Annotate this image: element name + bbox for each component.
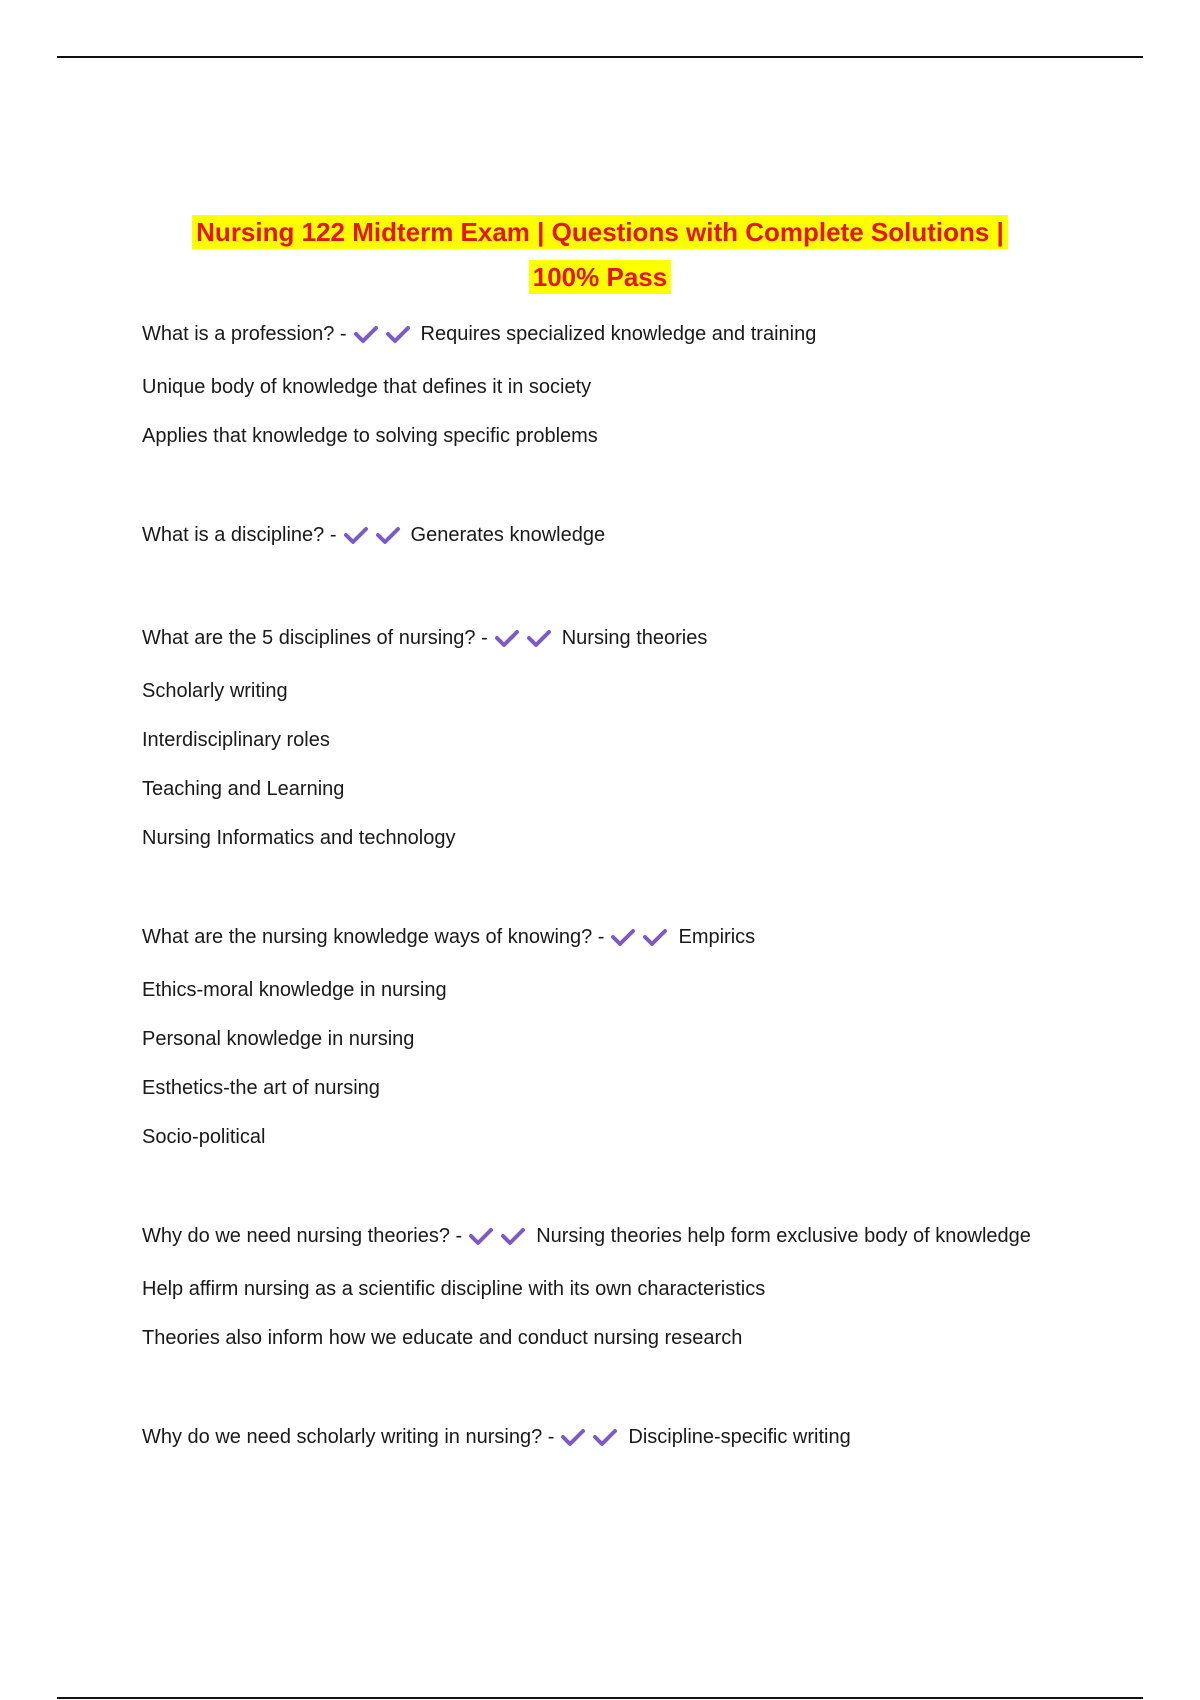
answer-line: Ethics-moral knowledge in nursing bbox=[142, 979, 447, 1001]
question-text: Why do we need scholarly writing in nursing? - bbox=[142, 1426, 555, 1448]
double-check-icon bbox=[468, 1224, 532, 1257]
question-text: What is a profession? - bbox=[142, 323, 347, 345]
top-rule bbox=[57, 56, 1143, 58]
double-check-icon bbox=[610, 925, 674, 958]
answer-text: Generates knowledge bbox=[410, 524, 606, 546]
qa-item bbox=[142, 318, 1052, 453]
qa-question-line bbox=[142, 622, 1052, 659]
qa-item bbox=[142, 519, 1052, 556]
double-check-icon bbox=[353, 322, 417, 355]
question-text: Why do we need nursing theories? - bbox=[142, 1225, 463, 1247]
answer-text: Nursing theories bbox=[561, 627, 708, 649]
answer-line: Personal knowledge in nursing bbox=[142, 1028, 415, 1050]
question-text: What is a discipline? - bbox=[142, 524, 337, 546]
qa-item bbox=[142, 622, 1052, 855]
document-title bbox=[120, 210, 1080, 300]
question-text: What are the nursing knowledge ways of knowing? - bbox=[142, 926, 605, 948]
answer-line: Nursing Informatics and technology bbox=[142, 827, 456, 849]
title-line-1: Nursing 122 Midterm Exam | Questions with Complete Solutions | bbox=[192, 215, 1008, 249]
answer-line: Unique body of knowledge that defines it in society bbox=[142, 376, 592, 398]
question-text: What are the 5 disciplines of nursing? - bbox=[142, 627, 488, 649]
answer-line: Socio-political bbox=[142, 1126, 266, 1148]
answer-text: Requires specialized knowledge and training bbox=[420, 323, 817, 345]
answer-line: Esthetics-the art of nursing bbox=[142, 1077, 380, 1099]
answer-line: Interdisciplinary roles bbox=[142, 729, 330, 751]
qa-item bbox=[142, 1421, 1052, 1458]
double-check-icon bbox=[560, 1425, 624, 1458]
qa-question-line bbox=[142, 921, 1052, 958]
title-line-2: 100% Pass bbox=[529, 260, 671, 294]
answer-line: Theories also inform how we educate and conduct nursing research bbox=[142, 1327, 743, 1349]
bottom-rule bbox=[57, 1697, 1143, 1699]
answer-line: Scholarly writing bbox=[142, 680, 288, 702]
double-check-icon bbox=[343, 523, 407, 556]
answer-text: Empirics bbox=[678, 926, 756, 948]
qa-item bbox=[142, 921, 1052, 1154]
answer-line: Teaching and Learning bbox=[142, 778, 345, 800]
double-check-icon bbox=[494, 626, 558, 659]
answer-text: Discipline-specific writing bbox=[628, 1426, 851, 1448]
answer-text: Nursing theories help form exclusive body of knowledge bbox=[536, 1225, 1031, 1247]
answer-line: Help affirm nursing as a scientific discipline with its own characteristics bbox=[142, 1278, 766, 1300]
qa-question-line bbox=[142, 519, 1052, 556]
answer-line: Applies that knowledge to solving specific problems bbox=[142, 425, 598, 447]
qa-list bbox=[142, 318, 1052, 1524]
qa-question-line bbox=[142, 1220, 1052, 1257]
qa-item bbox=[142, 1220, 1052, 1355]
qa-question-line bbox=[142, 318, 1052, 355]
qa-question-line bbox=[142, 1421, 1052, 1458]
